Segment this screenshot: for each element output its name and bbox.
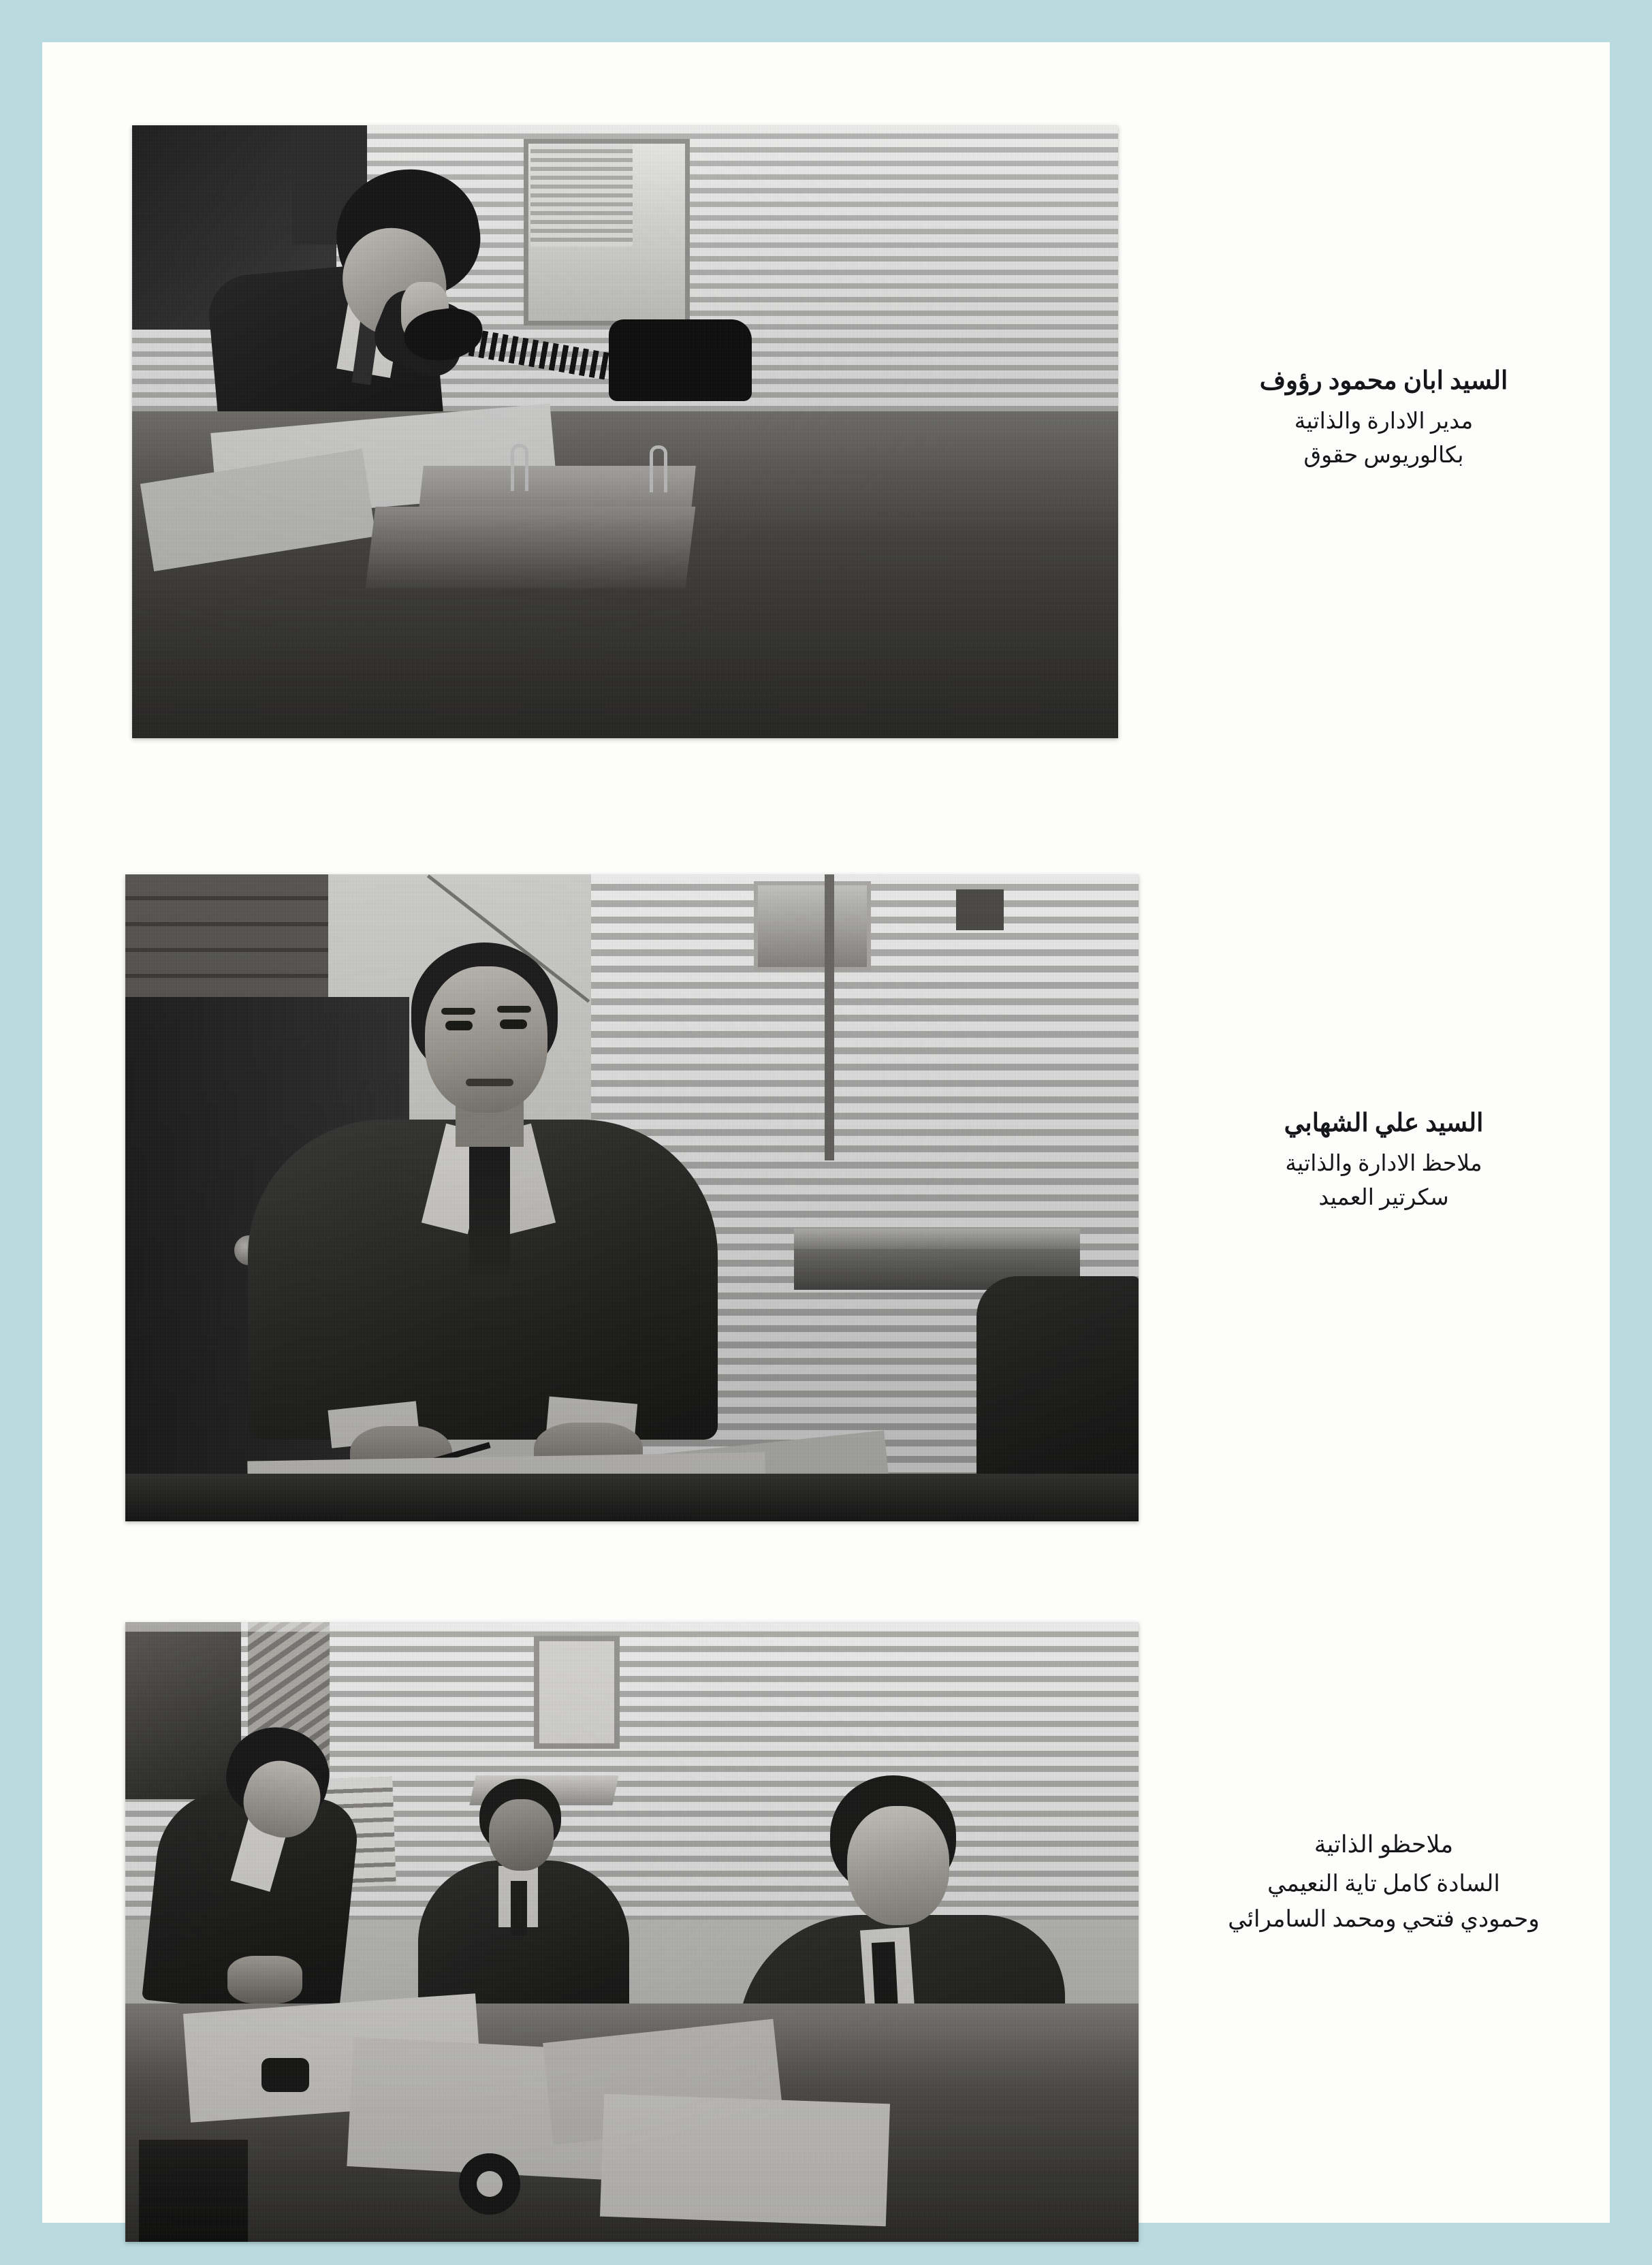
photo-canvas-3 [125, 1622, 1139, 2242]
photo-man-at-desk[interactable] [125, 874, 1139, 1521]
paper-sheet [42, 42, 1610, 2223]
page-content [42, 42, 1610, 2223]
photo-canvas-2 [125, 874, 1139, 1521]
photo1-tonal-shading [132, 125, 1118, 738]
caption-2-name: السيد علي الشهابي [1284, 1109, 1484, 1137]
photo-canvas-1 [132, 125, 1118, 738]
caption-2-line-2: سكرتير العميد [1318, 1186, 1449, 1211]
caption-3-line-2: وحمودي فتحي ومحمد السامرائي [1228, 1906, 1540, 1932]
caption-1-line-2: بكالوريوس حقوق [1303, 443, 1464, 469]
caption-3-name: ملاحظو الذاتية [1314, 1831, 1454, 1858]
photo2-tonal-shading [125, 874, 1139, 1521]
photo3-tonal-shading [125, 1622, 1139, 2242]
caption-3-line-1: السادة كامل تاية النعيمي [1267, 1871, 1500, 1897]
caption-block-1 [1193, 362, 1574, 473]
caption-1-name: السيد ابان محمود رؤوف [1259, 367, 1508, 395]
caption-block-3 [1173, 1826, 1595, 1937]
caption-2-line-1: ملاحظ الادارة والذاتية [1285, 1152, 1482, 1177]
caption-block-2 [1193, 1105, 1574, 1216]
caption-1-line-1: مدير الادارة والذاتية [1294, 409, 1474, 434]
photo-three-clerks[interactable] [125, 1622, 1139, 2242]
photo-man-on-telephone[interactable] [132, 125, 1118, 738]
